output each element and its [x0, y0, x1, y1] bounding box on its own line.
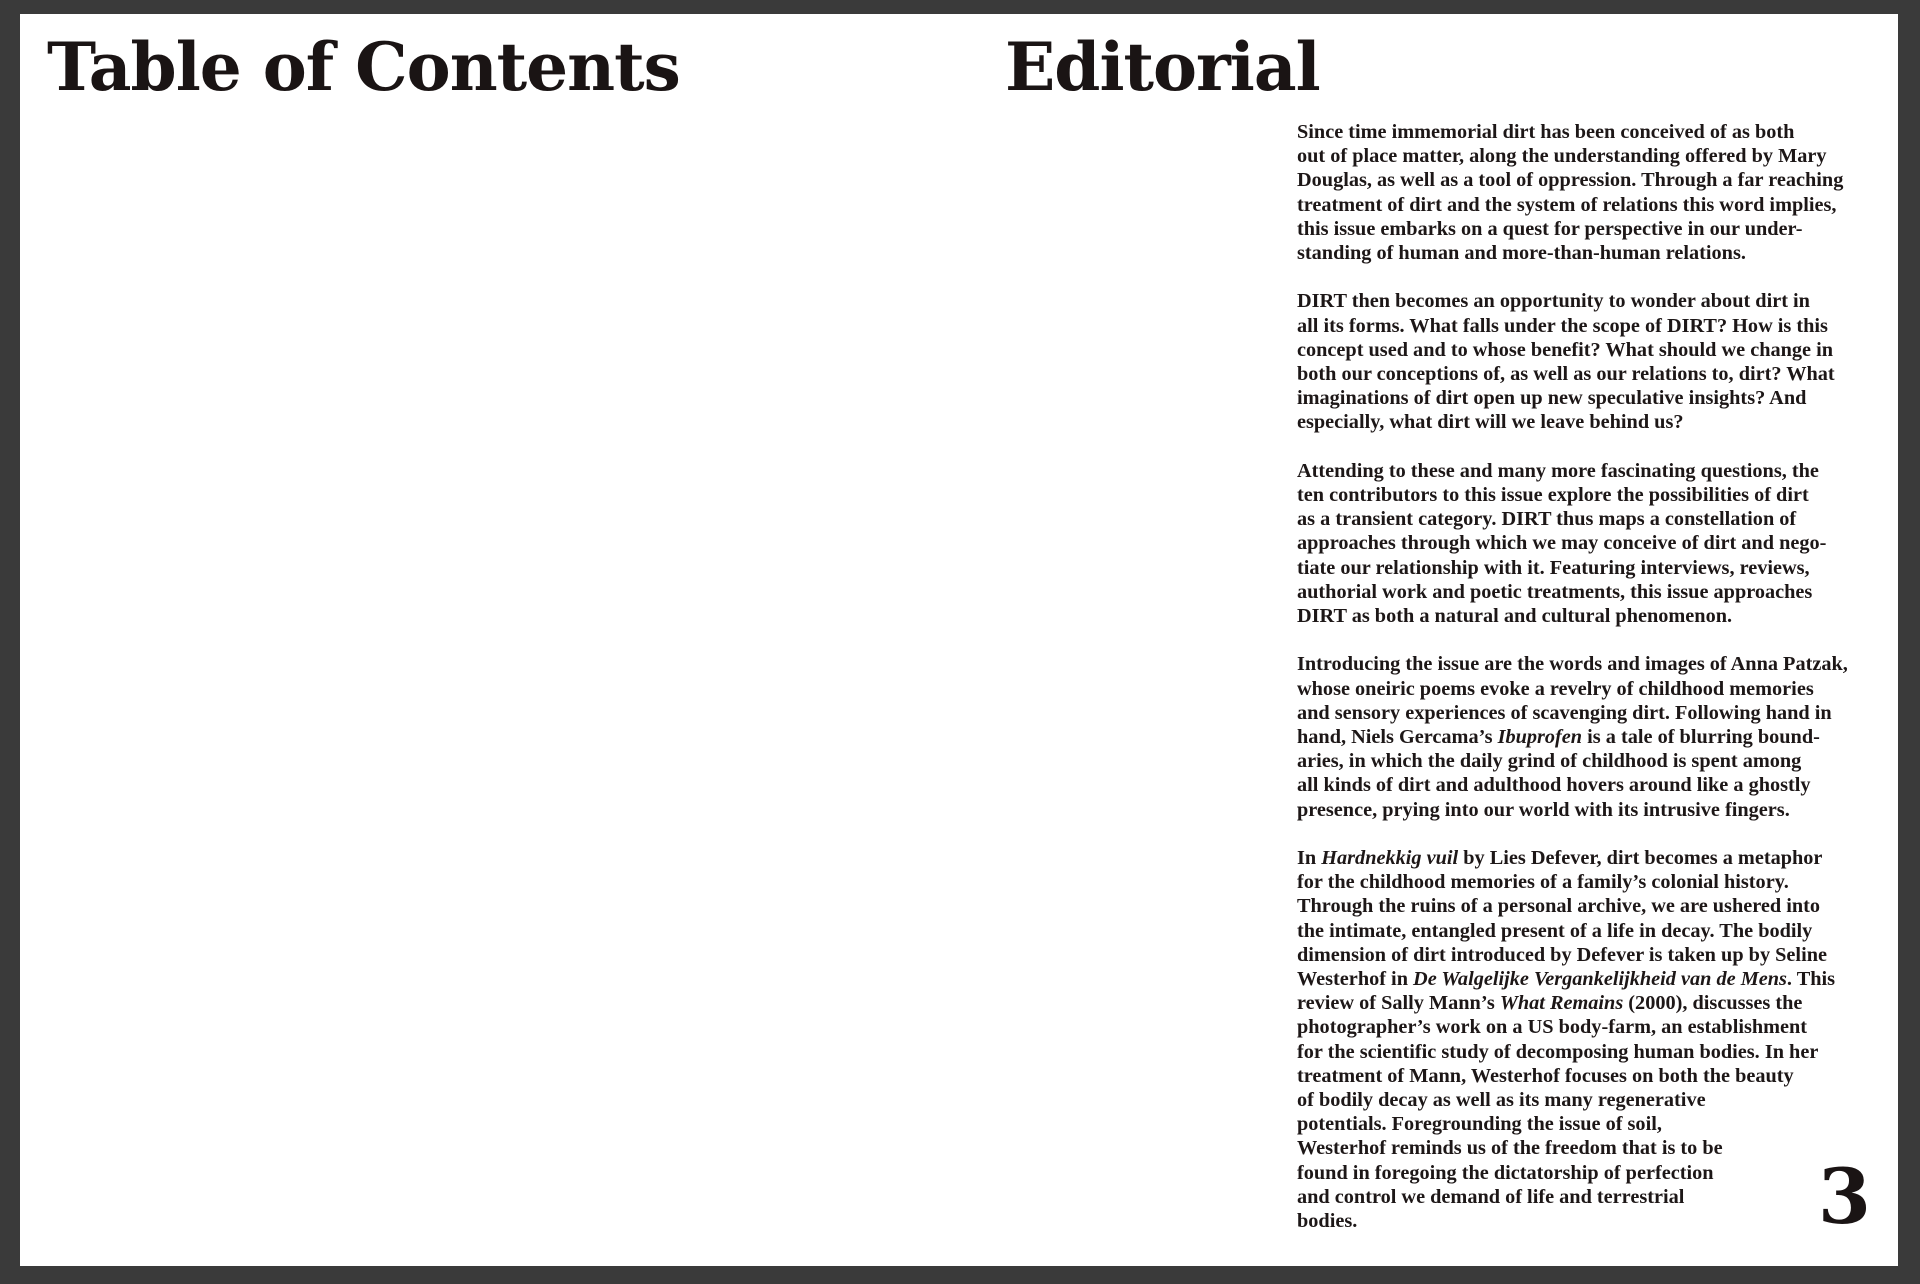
- paragraph-text: . This review of Sally Mann’s: [1297, 968, 1836, 1015]
- page-number: 3: [1818, 1152, 1871, 1241]
- magazine-spread: [20, 14, 1898, 1266]
- editorial-paragraph: [1297, 846, 1874, 1233]
- toc-title: Table of Contents: [47, 28, 680, 106]
- paragraph-text: Attending to these and many more fascinating questions, the ten contributors to this issue explore the possibilities of dirt as a transient category. DIRT thus maps a constellation of approaches through which we may conceive of dirt and nego- tiate our relationship with it. Featuring interviews, reviews, authorial work and poetic treatments, this issue approaches DIRT as both a natural and cultural phenomenon.: [1297, 459, 1827, 628]
- editorial-paragraph: [1297, 120, 1874, 265]
- editorial-title: Editorial: [1005, 28, 1320, 106]
- paragraph-text: In: [1297, 847, 1322, 870]
- italic-title-text: Hardnekkig vuil: [1321, 847, 1459, 870]
- paragraph-text: (2000), discusses the photographer’s work on a US body-farm, an establishment for the scientific study of decomposing human bodies. In her treatment of Mann, Westerhof focuses on both the beauty of bodily decay as well as its many regenerative potentials. Foregrounding the issue of soil, Westerhof reminds us of the freedom that is to be found in foregoing the dictatorship of perfection and control we demand of life and terrestrial bodies.: [1297, 992, 1819, 1233]
- italic-title-text: De Walgelijke Vergankelijkheid van de Mens: [1413, 968, 1787, 991]
- italic-title-text: What Remains: [1499, 992, 1624, 1015]
- paragraph-text: DIRT then becomes an opportunity to wonder about dirt in all its forms. What falls under the scope of DIRT? How is this concept used and to whose benefit? What should we change in both our conceptions of, as well as our relations to, dirt? What imaginations of dirt open up new speculative insights? And especially, what dirt will we leave behind us?: [1297, 290, 1835, 434]
- paragraph-text: is a tale of blurring bound- aries, in which the daily grind of childhood is spent among all kinds of dirt and adulthood hovers around like a ghostly presence, prying into our world with its intrusive fingers.: [1297, 726, 1820, 821]
- editorial-paragraph: [1297, 289, 1874, 434]
- editorial-paragraph: [1297, 652, 1874, 821]
- editorial-paragraph: [1297, 459, 1874, 628]
- italic-title-text: Ibuprofen: [1497, 726, 1583, 749]
- paragraph-text: Since time immemorial dirt has been conceived of as both out of place matter, along the understanding offered by Mary Douglas, as well as a tool of oppression. Through a far reaching treatment of dirt and the system of relations this word implies, this issue embarks on a quest for perspective in our under- standing of human and more-than-human relations.: [1297, 121, 1844, 265]
- paragraph-text: Introducing the issue are the words and images of Anna Patzak, whose oneiric poems evoke a revelry of childhood memories and sensory experiences of scavenging dirt. Following hand in hand, Niels Gercama’s: [1297, 653, 1848, 749]
- editorial-body: [1297, 120, 1874, 1233]
- paragraph-text: by Lies Defever, dirt becomes a metaphor for the childhood memories of a family’s colonial history. Through the ruins of a personal archive, we are ushered into the intimate, entangled present of a life in decay. The bodily dimension of dirt introduced by Defever is taken up by Seline Westerhof in: [1297, 847, 1827, 991]
